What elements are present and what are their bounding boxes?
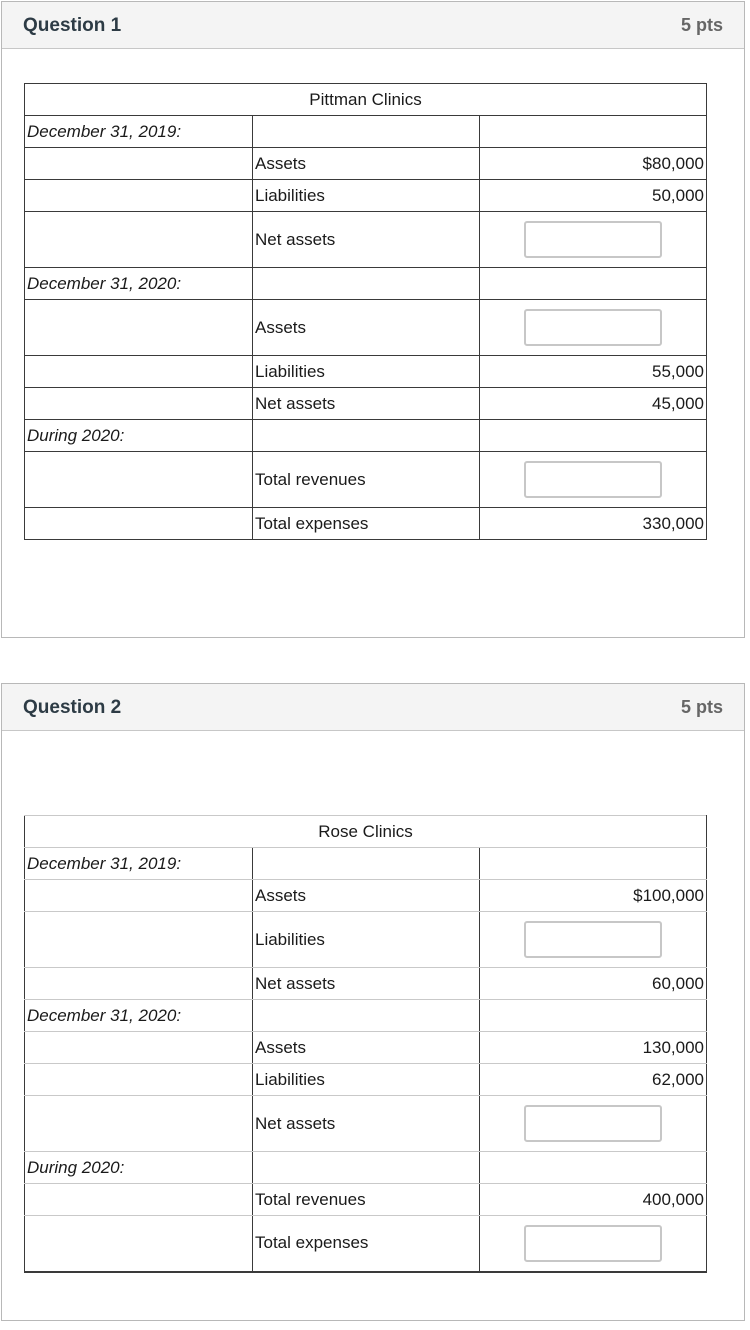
table-row (25, 212, 707, 268)
period-label: During 2020: (25, 420, 253, 452)
line-item-label: Assets (253, 1032, 480, 1064)
period-label: December 31, 2019: (25, 848, 253, 880)
amount-value: $100,000 (480, 880, 707, 912)
question-2-card (1, 683, 745, 1321)
line-item-label (253, 116, 480, 148)
table-row (25, 848, 707, 880)
line-item-label: Net assets (253, 388, 480, 420)
table-row (25, 968, 707, 1000)
amount-value (480, 420, 707, 452)
answer-cell (480, 1096, 707, 1152)
question-points: 5 pts (680, 15, 723, 35)
table-row (25, 1032, 707, 1064)
answer-cell (480, 912, 707, 968)
period-label: During 2020: (25, 1152, 253, 1184)
answer-input[interactable] (524, 921, 662, 958)
answer-cell (480, 1216, 707, 1272)
table-caption: Pittman Clinics (25, 84, 707, 116)
amount-value: 50,000 (480, 180, 707, 212)
table-row (25, 356, 707, 388)
amount-value (480, 116, 707, 148)
table-row (25, 420, 707, 452)
period-label (25, 1064, 253, 1096)
line-item-label: Total revenues (253, 1184, 480, 1216)
answer-input[interactable] (524, 221, 662, 258)
line-item-label: Total expenses (253, 508, 480, 540)
amount-value: 62,000 (480, 1064, 707, 1096)
period-label: December 31, 2020: (25, 1000, 253, 1032)
period-label (25, 212, 253, 268)
table-row (25, 1096, 707, 1152)
line-item-label: Net assets (253, 1096, 480, 1152)
amount-value: 55,000 (480, 356, 707, 388)
amount-value: 45,000 (480, 388, 707, 420)
line-item-label: Liabilities (253, 1064, 480, 1096)
answer-input[interactable] (524, 461, 662, 498)
table-row (25, 1184, 707, 1216)
table-row (25, 300, 707, 356)
table-caption-row (25, 816, 707, 848)
line-item-label: Total revenues (253, 452, 480, 508)
line-item-label: Assets (253, 880, 480, 912)
period-label (25, 452, 253, 508)
line-item-label (253, 1152, 480, 1184)
period-label (25, 1184, 253, 1216)
period-label (25, 880, 253, 912)
table-caption-row (25, 84, 707, 116)
table-row (25, 1064, 707, 1096)
amount-value (480, 848, 707, 880)
line-item-label: Net assets (253, 212, 480, 268)
line-item-label: Assets (253, 300, 480, 356)
period-label (25, 968, 253, 1000)
period-label (25, 1096, 253, 1152)
period-label (25, 1032, 253, 1064)
line-item-label (253, 848, 480, 880)
answer-cell (480, 300, 707, 356)
amount-value (480, 268, 707, 300)
amount-value (480, 1000, 707, 1032)
table-row (25, 180, 707, 212)
period-label: December 31, 2020: (25, 268, 253, 300)
financial-table (24, 815, 707, 1273)
question-title: Question 1 (23, 15, 122, 36)
question-header (2, 684, 744, 731)
line-item-label: Liabilities (253, 912, 480, 968)
period-label (25, 356, 253, 388)
period-label (25, 300, 253, 356)
amount-value: 330,000 (480, 508, 707, 540)
table-row (25, 268, 707, 300)
period-label (25, 180, 253, 212)
line-item-label: Total expenses (253, 1216, 480, 1272)
answer-cell (480, 452, 707, 508)
period-label (25, 388, 253, 420)
line-item-label (253, 268, 480, 300)
line-item-label: Net assets (253, 968, 480, 1000)
question-title: Question 2 (23, 697, 122, 718)
question-header (2, 2, 744, 49)
table-caption: Rose Clinics (25, 816, 707, 848)
answer-input[interactable] (524, 1105, 662, 1142)
question-points: 5 pts (680, 697, 723, 717)
line-item-label (253, 1000, 480, 1032)
line-item-label: Liabilities (253, 356, 480, 388)
answer-input[interactable] (524, 309, 662, 346)
amount-value: 130,000 (480, 1032, 707, 1064)
table-row (25, 452, 707, 508)
table-row (25, 148, 707, 180)
table-row (25, 388, 707, 420)
table-row (25, 880, 707, 912)
amount-value (480, 1152, 707, 1184)
question-1-card (1, 1, 745, 638)
line-item-label: Liabilities (253, 180, 480, 212)
table-row (25, 1216, 707, 1272)
amount-value: 60,000 (480, 968, 707, 1000)
period-label: December 31, 2019: (25, 116, 253, 148)
financial-table (24, 83, 707, 540)
line-item-label (253, 420, 480, 452)
answer-cell (480, 212, 707, 268)
table-row (25, 116, 707, 148)
table-row (25, 1000, 707, 1032)
amount-value: 400,000 (480, 1184, 707, 1216)
period-label (25, 508, 253, 540)
amount-value: $80,000 (480, 148, 707, 180)
line-item-label: Assets (253, 148, 480, 180)
table-row (25, 508, 707, 540)
period-label (25, 1216, 253, 1272)
period-label (25, 148, 253, 180)
table-row (25, 1152, 707, 1184)
table-row (25, 912, 707, 968)
answer-input[interactable] (524, 1225, 662, 1262)
period-label (25, 912, 253, 968)
